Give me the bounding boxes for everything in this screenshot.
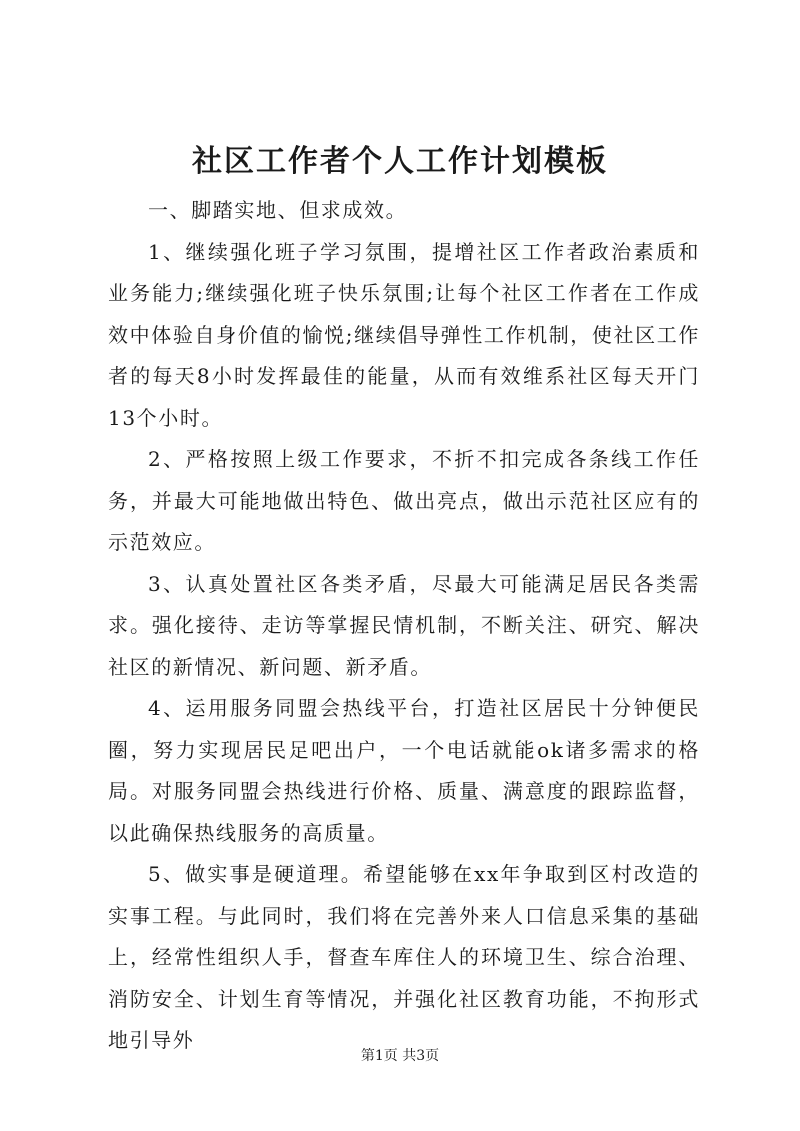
document-body	[108, 190, 700, 1062]
paragraph-item-5: 5、做实事是硬道理。希望能够在xx年争取到区村改造的实事工程。与此同时，我们将在完善外来人口信息采集的基础上，经常性组织人手，督查车库住人的环境卫生、综合治理、消防安全、计划生育等情况，并强化社区教育功能，不拘形式地引导外	[108, 862, 700, 1052]
document-title: 社区工作者个人工作计划模板	[192, 144, 608, 179]
section-heading: 一、脚踏实地、但求成效。	[148, 198, 408, 222]
paragraph-item-4: 4、运用服务同盟会热线平台，打造社区居民十分钟便民圈，努力实现居民足吧出户，一个电话就能ok诸多需求的格局。对服务同盟会热线进行价格、质量、满意度的跟踪监督，以此确保热线服务的高质量。	[108, 696, 700, 845]
paragraph-item-2: 2、严格按照上级工作要求，不折不扣完成各条线工作任务，并最大可能地做出特色、做出亮点，做出示范社区应有的示范效应。	[108, 447, 700, 554]
page-number: 第1页 共3页	[360, 1048, 440, 1064]
paragraph-item-1: 1、继续强化班子学习氛围，提增社区工作者政治素质和业务能力;继续强化班子快乐氛围;让每个社区工作者在工作成效中体验自身价值的愉悦;继续倡导弹性工作机制，使社区工作者的每天8小时发挥最佳的能量，从而有效维系社区每天开门13个小时。	[108, 239, 700, 430]
paragraph-item-3: 3、认真处置社区各类矛盾，尽最大可能满足居民各类需求。强化接待、走访等掌握民情机制，不断关注、研究、解决社区的新情况、新问题、新矛盾。	[108, 571, 700, 679]
